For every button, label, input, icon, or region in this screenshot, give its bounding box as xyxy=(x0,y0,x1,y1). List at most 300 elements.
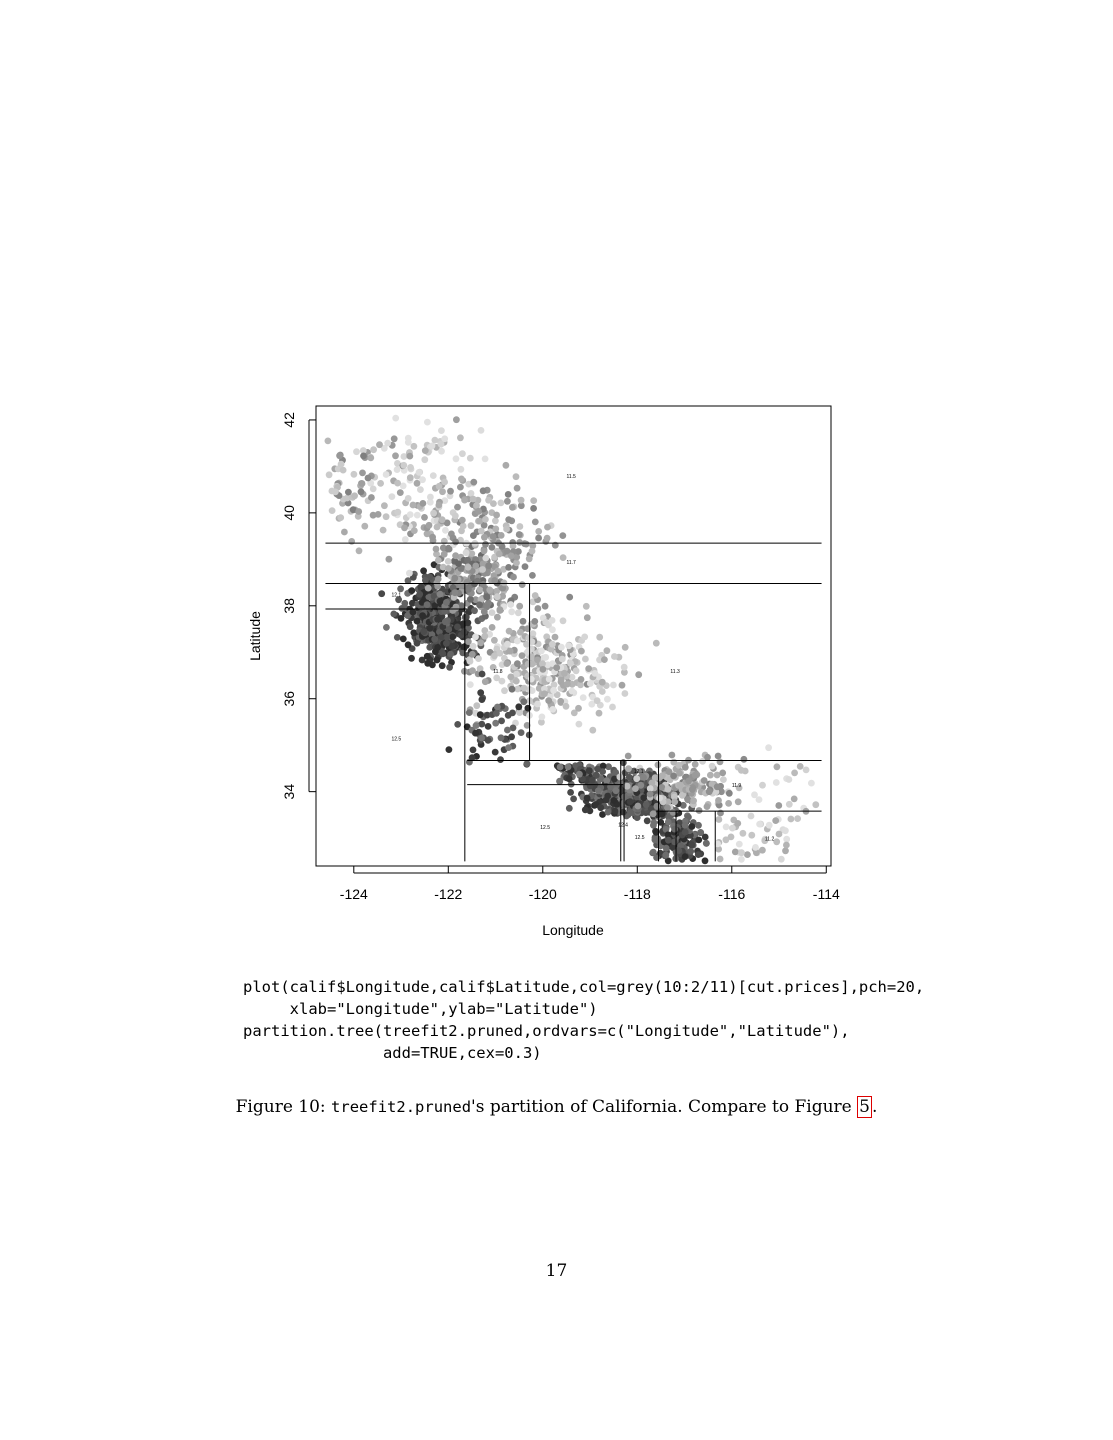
data-point xyxy=(564,681,571,688)
data-point xyxy=(486,587,493,594)
data-point xyxy=(726,790,733,797)
data-point xyxy=(535,605,542,612)
data-point xyxy=(632,785,639,792)
data-point xyxy=(469,651,476,658)
data-point xyxy=(589,727,596,734)
code-line: xlab="Longitude",ylab="Latitude") xyxy=(243,1000,598,1018)
data-point xyxy=(501,687,508,694)
data-point xyxy=(766,822,773,829)
data-point xyxy=(621,664,628,671)
data-point xyxy=(332,489,339,496)
data-point xyxy=(575,705,582,712)
data-point xyxy=(717,810,724,817)
data-point xyxy=(351,471,358,478)
data-point xyxy=(505,516,512,523)
data-point xyxy=(567,660,574,667)
data-point xyxy=(489,609,496,616)
data-point xyxy=(478,427,485,434)
data-point xyxy=(609,704,616,711)
data-point xyxy=(482,541,489,548)
data-point xyxy=(584,614,591,621)
data-point xyxy=(808,780,815,787)
data-point xyxy=(505,744,512,751)
leaf-label: 11.7 xyxy=(566,559,576,566)
data-point xyxy=(481,633,488,640)
data-point xyxy=(627,809,634,816)
data-point xyxy=(773,838,780,845)
y-tick-label: 40 xyxy=(281,505,297,521)
data-point xyxy=(587,680,594,687)
x-tick-label: -114 xyxy=(812,886,840,902)
data-point xyxy=(337,514,344,521)
data-point xyxy=(596,634,603,641)
data-point xyxy=(592,670,599,677)
data-point xyxy=(532,519,539,526)
data-point xyxy=(531,618,538,625)
data-point xyxy=(704,803,711,810)
data-point xyxy=(589,777,596,784)
data-point xyxy=(550,687,557,694)
data-point xyxy=(626,774,633,781)
data-point xyxy=(788,816,795,823)
data-point xyxy=(503,526,510,533)
data-point xyxy=(599,679,606,686)
data-point xyxy=(704,754,711,761)
data-point xyxy=(513,560,520,567)
data-point xyxy=(701,777,708,784)
leaf-label: 12.5 xyxy=(634,835,645,842)
data-point xyxy=(458,476,465,483)
data-point xyxy=(465,564,472,571)
data-point xyxy=(416,591,423,598)
data-point xyxy=(473,722,480,729)
data-point xyxy=(573,667,580,674)
data-point xyxy=(465,586,472,593)
data-point xyxy=(640,794,647,801)
data-point xyxy=(436,502,443,509)
data-point xyxy=(744,851,751,858)
data-point xyxy=(491,577,498,584)
data-point xyxy=(401,600,408,607)
data-point xyxy=(360,453,367,460)
data-point xyxy=(612,808,619,815)
data-point xyxy=(520,698,527,705)
data-point xyxy=(494,593,501,600)
data-points xyxy=(325,415,820,864)
data-point xyxy=(549,641,556,648)
data-point xyxy=(477,711,484,718)
data-point xyxy=(417,486,424,493)
code-line: partition.tree(treefit2.pruned,ordvars=c("Longitude","Latitude"), xyxy=(243,1022,850,1040)
data-point xyxy=(467,455,474,462)
data-point xyxy=(501,580,508,587)
leaf-label: 12.4 xyxy=(618,822,628,829)
data-point xyxy=(670,759,677,766)
data-point xyxy=(452,539,459,546)
data-point xyxy=(650,849,657,856)
data-point xyxy=(452,552,459,559)
data-point xyxy=(656,795,663,802)
data-point xyxy=(475,508,482,515)
data-point xyxy=(478,528,485,535)
data-point xyxy=(716,816,723,823)
data-point xyxy=(633,775,640,782)
y-tick-label: 38 xyxy=(281,598,297,614)
data-point xyxy=(566,805,573,812)
data-point xyxy=(463,614,470,621)
leaf-label: 11.2 xyxy=(764,836,775,843)
data-point xyxy=(470,747,477,754)
data-point xyxy=(381,502,388,509)
data-point xyxy=(392,415,399,422)
data-point xyxy=(348,538,355,545)
data-point xyxy=(414,480,421,487)
data-point xyxy=(559,656,566,663)
data-point xyxy=(682,764,689,771)
data-point xyxy=(492,517,499,524)
data-point xyxy=(438,448,445,455)
data-point xyxy=(509,686,516,693)
data-point xyxy=(624,783,631,790)
data-point xyxy=(545,697,552,704)
data-point xyxy=(513,473,520,480)
data-point xyxy=(414,512,421,519)
data-point xyxy=(465,619,472,626)
data-point xyxy=(611,653,618,660)
data-point xyxy=(498,532,505,539)
code-block xyxy=(243,976,924,1064)
data-point xyxy=(514,660,521,667)
data-point xyxy=(560,617,567,624)
data-point xyxy=(540,666,547,673)
leaf-label: 12.5 xyxy=(391,736,402,743)
data-point xyxy=(452,513,459,520)
data-point xyxy=(567,789,574,796)
data-point xyxy=(370,446,377,453)
data-point xyxy=(783,842,790,849)
data-point xyxy=(580,694,587,701)
data-point xyxy=(494,704,501,711)
data-point xyxy=(454,721,461,728)
data-point xyxy=(695,837,702,844)
leaf-label: 12.5 xyxy=(540,824,551,831)
data-point xyxy=(451,575,458,582)
data-point xyxy=(414,618,421,625)
data-point xyxy=(622,644,629,651)
data-point xyxy=(329,507,336,514)
data-point xyxy=(530,497,537,504)
data-point xyxy=(625,753,632,760)
data-point xyxy=(509,504,516,511)
data-point xyxy=(756,796,763,803)
data-point xyxy=(447,651,454,658)
data-point xyxy=(696,807,703,814)
data-point xyxy=(516,531,523,538)
data-point xyxy=(447,488,454,495)
data-point xyxy=(644,817,651,824)
data-point xyxy=(471,607,478,614)
data-point xyxy=(665,786,672,793)
data-point xyxy=(524,760,531,767)
data-point xyxy=(735,798,742,805)
data-point xyxy=(566,594,573,601)
data-point xyxy=(786,801,793,808)
data-point xyxy=(692,772,699,779)
data-point xyxy=(717,759,724,766)
data-point xyxy=(498,718,505,725)
data-point xyxy=(774,763,781,770)
data-point xyxy=(424,601,431,608)
caption-prefix: Figure 10: xyxy=(235,1097,332,1117)
data-point xyxy=(445,626,452,633)
data-point xyxy=(441,479,448,486)
data-point xyxy=(557,764,564,771)
data-point xyxy=(439,662,446,669)
data-point xyxy=(734,820,741,827)
data-point xyxy=(523,541,530,548)
leaf-label: 11.8 xyxy=(493,669,503,676)
data-point xyxy=(552,634,559,641)
data-point xyxy=(493,710,500,717)
data-point xyxy=(416,469,423,476)
x-tick-label: -120 xyxy=(528,886,557,902)
data-point xyxy=(380,527,387,534)
data-point xyxy=(669,752,676,759)
data-point xyxy=(565,763,572,770)
data-point xyxy=(517,523,524,530)
data-point xyxy=(544,535,551,542)
data-point xyxy=(752,844,759,851)
data-point xyxy=(491,653,498,660)
data-point xyxy=(759,782,766,789)
data-point xyxy=(392,452,399,459)
data-point xyxy=(361,523,368,530)
data-point xyxy=(351,492,358,499)
y-tick-label: 34 xyxy=(281,783,297,800)
data-point xyxy=(613,787,620,794)
data-point xyxy=(528,676,535,683)
data-point xyxy=(535,528,542,535)
code-line: plot(calif$Longitude,calif$Latitude,col=grey(10:2/11)[cut.prices],pch=20, xyxy=(243,978,925,996)
data-point xyxy=(407,511,414,518)
data-point xyxy=(682,829,689,836)
data-point xyxy=(529,572,536,579)
data-point xyxy=(549,617,556,624)
data-point xyxy=(736,841,743,848)
data-point xyxy=(725,800,732,807)
data-point xyxy=(714,783,721,790)
data-point xyxy=(479,566,486,573)
data-point xyxy=(741,756,748,763)
data-point xyxy=(442,527,449,534)
data-point xyxy=(507,674,514,681)
data-point xyxy=(650,822,657,829)
data-point xyxy=(566,776,573,783)
data-point xyxy=(514,485,521,492)
data-point xyxy=(484,594,491,601)
data-point xyxy=(715,753,722,760)
data-point xyxy=(440,651,447,658)
data-point xyxy=(538,648,545,655)
data-point xyxy=(539,714,546,721)
data-point xyxy=(503,462,510,469)
data-point xyxy=(576,771,583,778)
data-point xyxy=(469,667,476,674)
data-point xyxy=(407,464,414,471)
x-tick-label: -122 xyxy=(434,886,463,902)
data-point xyxy=(391,435,398,442)
data-point xyxy=(470,532,477,539)
data-point xyxy=(491,637,498,644)
data-point xyxy=(507,601,514,608)
data-point xyxy=(659,784,666,791)
data-point xyxy=(489,624,496,631)
data-point xyxy=(617,774,624,781)
data-point xyxy=(383,513,390,520)
data-point xyxy=(702,857,709,864)
data-point xyxy=(401,525,408,532)
data-point xyxy=(650,810,657,817)
leaf-label: 11.5 xyxy=(566,474,576,481)
data-point xyxy=(383,471,390,478)
data-point xyxy=(504,727,511,734)
data-point xyxy=(519,581,526,588)
data-point xyxy=(470,496,477,503)
data-point xyxy=(518,729,525,736)
data-point xyxy=(542,603,549,610)
data-point xyxy=(687,848,694,855)
data-point xyxy=(389,493,396,500)
data-point xyxy=(406,453,413,460)
data-point xyxy=(466,709,473,716)
data-point xyxy=(570,796,577,803)
data-point xyxy=(394,480,401,487)
data-point xyxy=(434,657,441,664)
data-point xyxy=(703,840,710,847)
data-point xyxy=(394,509,401,516)
data-point xyxy=(504,498,511,505)
data-point xyxy=(707,772,714,779)
data-point xyxy=(514,638,521,645)
data-point xyxy=(525,705,532,712)
data-point xyxy=(772,817,779,824)
data-point xyxy=(376,441,383,448)
caption-code: treefit2.pruned xyxy=(331,1098,472,1116)
data-point xyxy=(516,603,523,610)
data-point xyxy=(659,772,666,779)
data-point xyxy=(786,776,793,783)
data-point xyxy=(457,484,464,491)
data-point xyxy=(410,609,417,616)
data-point xyxy=(453,416,460,423)
data-point xyxy=(517,629,524,636)
data-point xyxy=(457,434,464,441)
data-point xyxy=(720,776,727,783)
data-point xyxy=(422,577,429,584)
data-point xyxy=(542,619,549,626)
x-tick-label: -116 xyxy=(718,886,746,902)
data-point xyxy=(424,660,431,667)
data-point xyxy=(467,681,474,688)
data-point xyxy=(581,634,588,641)
data-point xyxy=(497,607,504,614)
data-point xyxy=(438,427,445,434)
y-axis-label: Latitude xyxy=(247,611,263,661)
data-point xyxy=(325,438,332,445)
data-point xyxy=(476,601,483,608)
data-point xyxy=(530,505,537,512)
data-point xyxy=(732,849,739,856)
data-point xyxy=(677,782,684,789)
data-point xyxy=(478,721,485,728)
data-point xyxy=(446,746,453,753)
data-point xyxy=(812,801,819,808)
data-point xyxy=(643,801,650,808)
figure-reference-link[interactable]: 5 xyxy=(859,1097,870,1117)
data-point xyxy=(498,500,505,507)
data-point xyxy=(689,823,696,830)
data-point xyxy=(695,851,702,858)
data-point xyxy=(390,611,397,618)
data-point xyxy=(534,701,541,708)
data-point xyxy=(485,737,492,744)
data-point xyxy=(443,640,450,647)
data-point xyxy=(485,497,492,504)
data-point xyxy=(408,587,415,594)
data-point xyxy=(420,628,427,635)
data-point xyxy=(482,555,489,562)
data-point xyxy=(494,614,501,621)
data-point xyxy=(467,658,474,665)
data-point xyxy=(664,805,671,812)
data-point xyxy=(338,461,345,468)
data-point xyxy=(485,562,492,569)
data-point xyxy=(597,804,604,811)
leaf-label: 11.3 xyxy=(670,669,680,676)
code-line: add=TRUE,cex=0.3) xyxy=(243,1044,542,1062)
data-point xyxy=(435,576,442,583)
data-point xyxy=(378,590,385,597)
data-point xyxy=(424,419,431,426)
data-point xyxy=(544,524,551,531)
data-point xyxy=(384,440,391,447)
data-point xyxy=(445,565,452,572)
data-point xyxy=(470,479,477,486)
data-point xyxy=(400,636,407,643)
data-point xyxy=(481,548,488,555)
figure-caption xyxy=(0,1097,1113,1117)
data-point xyxy=(653,640,660,647)
data-point xyxy=(482,456,489,463)
data-point xyxy=(497,756,504,763)
data-point xyxy=(336,452,343,459)
data-point xyxy=(421,514,428,521)
data-point xyxy=(441,551,448,558)
data-point xyxy=(515,609,522,616)
data-point xyxy=(383,624,390,631)
data-point xyxy=(519,652,526,659)
data-point xyxy=(446,546,453,553)
data-point xyxy=(407,623,414,630)
data-point xyxy=(670,809,677,816)
data-point xyxy=(424,653,431,660)
data-point xyxy=(506,628,513,635)
data-point xyxy=(370,512,377,519)
data-point xyxy=(635,803,642,810)
data-point xyxy=(596,710,603,717)
data-point xyxy=(565,642,572,649)
data-point xyxy=(430,510,437,517)
